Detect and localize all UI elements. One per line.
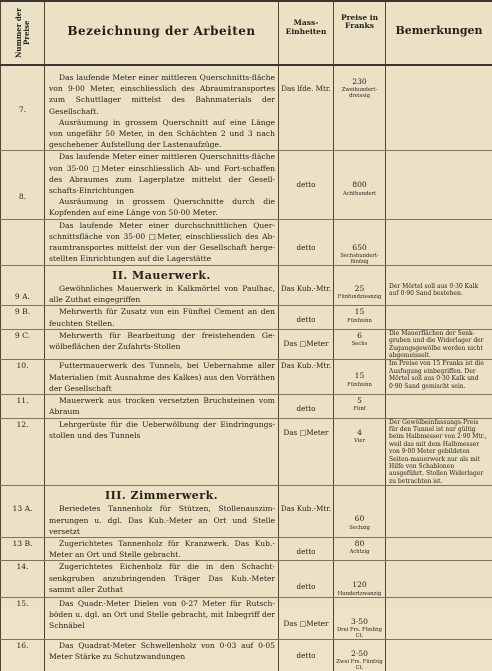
row-description-text: Das laufende Meter einer durchschnittlichen Quer-schnittsfläche von 35·00 □Meter, einschliesslich des Ab-raumtransportes mittelst der von der Gesellschaft herge-stellten Einrichtungen auf die Lagerstätte [49, 220, 275, 265]
row-number: 9 B. [1, 306, 45, 329]
table-row [1, 329, 492, 360]
row-price-value: 15 [355, 307, 365, 316]
row-unit: Das Kub.-Mtr. [279, 283, 334, 306]
row-number: 16. [1, 639, 45, 671]
row-price-value: 4 [357, 428, 362, 437]
row-description-text: Zugerichtetes Eichenholz für die in den Schacht-senkgruben anzubringenden Träger Das Kub.-Meter sammt aller Zuthat [49, 561, 275, 595]
header-number [1, 1, 45, 65]
row-number: 9 A. [1, 283, 45, 306]
row-price [334, 306, 386, 329]
row-price-words: Achtzig [334, 549, 385, 555]
table-row [1, 639, 492, 671]
row-price-value: 80 [355, 539, 365, 548]
section-row [1, 265, 492, 283]
table-row [1, 537, 492, 560]
row-remarks: Im Preise von 15 Franks ist die Ausfugung einbegriffen. Der Mörtel soll aus 0·30 Kalk und 0·90 Sand gemischt sein. [386, 360, 492, 395]
row-price [334, 65, 386, 151]
row-price [334, 537, 386, 560]
section-title-zimmerwerk: III. Zimmerwerk. [45, 486, 279, 504]
section-row [1, 486, 492, 504]
row-number: 13 A. [1, 503, 45, 537]
row-price [334, 329, 386, 360]
row-price [334, 360, 386, 395]
row-price-value: 230 [352, 77, 367, 86]
row-price-words: Fünfzehn [334, 382, 385, 388]
table-row [1, 360, 492, 395]
row-description [45, 306, 279, 329]
section-spacer [279, 265, 334, 283]
row-description [45, 418, 279, 486]
row-description-text: Beriedetes Tannenholz für Stützen, Stollenauszim-merungen u. dgl. Das Kub.-Meter an Ort und Stelle versetzt [49, 503, 275, 537]
row-remarks: Die Mauerflächen der Senk-gruben und die Widerlager der Zugangsgewölbe werden nicht abgemeisselt. [386, 329, 492, 360]
row-price-value: 3·50 [351, 617, 368, 626]
row-description [45, 219, 279, 265]
table-row [1, 151, 492, 219]
row-description-text: Das laufende Meter einer mittleren Querschnitts-fläche von 9·00 Meter, einschliesslich des Abraumtransportes zum Schuttlager mittelst des Bahnmaterials der Gesellschaft. [49, 72, 275, 117]
row-price-words: Zwei Frs. Fünfzig Ct. [334, 659, 385, 671]
row-description-text: Gewöhnliches Mauerwerk in Kalkmörtel von Paulhac, alle Zuthat eingegriffen [49, 283, 275, 305]
header-price [334, 1, 386, 65]
row-number: 11. [1, 395, 45, 418]
row-price [334, 418, 386, 486]
header-unit [279, 1, 334, 65]
row-price-value: 25 [355, 284, 365, 293]
row-description-text: Mauerwerk aus trocken versetzten Bruchsteinen vom Abraum [49, 395, 275, 417]
row-price-value: 120 [352, 580, 367, 589]
row-remarks [386, 639, 492, 671]
row-price-words: Sechshundert-fünfzig [334, 253, 385, 265]
row-unit: Das lfde. Mtr. [279, 65, 334, 151]
row-number: 15. [1, 597, 45, 639]
section-spacer [334, 486, 386, 504]
row-price [334, 597, 386, 639]
row-price [334, 219, 386, 265]
row-price-value: 15 [355, 371, 365, 380]
row-number: 8. [1, 151, 45, 219]
row-price-value: 2·50 [351, 649, 368, 658]
table-row [1, 65, 492, 151]
header-number-label: Nummer der Preise [15, 6, 31, 60]
section-spacer [279, 486, 334, 504]
row-price [334, 395, 386, 418]
table-row [1, 561, 492, 597]
row-unit: detto [279, 151, 334, 219]
row-description-note: Ausräumung in grossem Querschnitt auf eine Länge von ungefähr 50 Meter, in den Schächten 2 und 3 nach geschehener Aufstellung der Lastenaufzüge. [49, 117, 275, 151]
row-remarks [386, 219, 492, 265]
row-price [334, 503, 386, 537]
row-price-words: Achthundert [334, 191, 385, 197]
row-unit: detto [279, 395, 334, 418]
row-price-words: Sechs [334, 341, 385, 347]
row-description [45, 329, 279, 360]
table-row [1, 395, 492, 418]
header-remarks-label: Bemerkungen [386, 2, 492, 37]
row-number: 13 B. [1, 537, 45, 560]
row-description [45, 639, 279, 671]
row-remarks [386, 65, 492, 151]
row-description [45, 283, 279, 306]
row-price-value: 6 [357, 331, 362, 340]
header-price-label: Preise in Franks [334, 2, 385, 30]
row-description [45, 503, 279, 537]
table-row [1, 503, 492, 537]
table-row [1, 306, 492, 329]
row-unit: detto [279, 219, 334, 265]
row-unit: detto [279, 561, 334, 597]
row-price-value: 800 [352, 180, 367, 189]
row-unit: Das Kub.-Mtr. [279, 503, 334, 537]
row-description-text: Das laufende Meter einer mittleren Querschnitts-fläche von 35·00 □Meter einschliesslich Ab- und Fort-schaffen des Abraumes zum Lagerplatze mittelst der Gesell-schafts-Einrichtungen [49, 151, 275, 196]
row-description [45, 65, 279, 151]
section-title-mauerwerk: II. Mauerwerk. [45, 265, 279, 283]
row-unit: Das □Meter [279, 329, 334, 360]
row-price-words: Vier [334, 438, 385, 444]
table-row [1, 597, 492, 639]
row-remarks [386, 597, 492, 639]
section-spacer [386, 265, 492, 283]
header-remarks [386, 1, 492, 65]
row-price [334, 561, 386, 597]
row-price [334, 639, 386, 671]
row-price-value: 60 [355, 514, 365, 523]
row-number [1, 219, 45, 265]
row-price-value: 650 [352, 243, 367, 252]
row-number: 10. [1, 360, 45, 395]
row-description-text: Zugerichtetes Tannenholz für Kranzwerk. Das Kub.-Meter an Ort und Stelle gebracht. [49, 538, 275, 560]
row-price [334, 283, 386, 306]
row-price-words: Fünf [334, 406, 385, 412]
table-header [1, 1, 492, 65]
row-number: 14. [1, 561, 45, 597]
row-description-note: Ausräumung in grossem Querschnitte durch die Kopfenden auf eine Länge von 50·00 Meter. [49, 196, 275, 218]
row-remarks [386, 537, 492, 560]
row-description-text: Mehrwerth für Zusatz von ein Fünftel Cement an den feuchten Stellen. [49, 306, 275, 328]
row-description-text: Lehrgerüste für die Ueberwölbung der Eindringungs-stollen und des Tunnels [49, 419, 275, 441]
table-row [1, 219, 492, 265]
row-unit: detto [279, 537, 334, 560]
row-remarks: Der Gewölbeinfassungs-Preis für den Tunnel ist nur gültig beim Halbmesser von 2·90 Mtr., weil das mit dem Halbmesser von 9·00 Meter gebildeten Seiten-mauerwerk nur als mit Hilfe von Schablonen ausgeführt. Stollen Widerlager zu betrachten ist. [386, 418, 492, 486]
header-description-label: Bezeichnung der Arbeiten [45, 2, 278, 38]
row-price-words: Fünfundzwanzig [334, 294, 385, 300]
row-number: 7. [1, 65, 45, 151]
row-unit: Das Kub.-Mtr. [279, 360, 334, 395]
row-price-words: Sechzig [334, 525, 385, 531]
row-price [334, 151, 386, 219]
row-description-text: Mehrwerth für Bearbeitung der freistehenden Ge-wölbeflächen der Zufahrts-Stollen [49, 330, 275, 352]
row-unit: detto [279, 306, 334, 329]
section-spacer [1, 486, 45, 504]
row-remarks [386, 151, 492, 219]
row-description [45, 537, 279, 560]
section-spacer [386, 486, 492, 504]
row-description [45, 561, 279, 597]
table-row [1, 283, 492, 306]
row-description [45, 151, 279, 219]
row-price-words: Drei Frs. Fünfzig Ct. [334, 627, 385, 639]
row-unit: Das □Meter [279, 597, 334, 639]
row-remarks [386, 395, 492, 418]
row-description-text: Futtermauerwerk des Tunnels, bei Uebernahme aller Materialien (mit Ausnahme des Kalkes) aus den Vorräthen der Gesellschaft [49, 360, 275, 394]
section-spacer [1, 265, 45, 283]
row-price-words: Fünfzehn [334, 318, 385, 324]
row-description-text: Das Quadrat-Meter Schwellenholz von 0·03 auf 0·05 Meter Stärke zu Schutzwandungen [49, 640, 275, 662]
row-description [45, 360, 279, 395]
row-unit: Das □Meter [279, 418, 334, 486]
header-description [45, 1, 279, 65]
row-remarks [386, 306, 492, 329]
row-unit: detto [279, 639, 334, 671]
row-remarks: Der Mörtel soll aus 0·30 Kalk auf 0·90 Sand bestehen. [386, 283, 492, 306]
row-description [45, 395, 279, 418]
row-number: 12. [1, 418, 45, 486]
row-price-value: 5 [357, 396, 362, 405]
header-unit-label: Mass-Einheiten [279, 2, 333, 36]
row-number: 9 C. [1, 329, 45, 360]
row-remarks [386, 503, 492, 537]
table-row [1, 418, 492, 486]
row-price-words: Zweihundert-dreissig [334, 87, 385, 99]
row-description [45, 597, 279, 639]
row-description-text: Das Quadr.-Meter Dielen von 0·27 Meter für Rutsch-böden u. dgl. an Ort und Stelle gebracht, mit Inbegriff der Schnäbel [49, 598, 275, 632]
row-remarks [386, 561, 492, 597]
row-price-words: Hundertzwanzig [334, 591, 385, 597]
section-spacer [334, 265, 386, 283]
